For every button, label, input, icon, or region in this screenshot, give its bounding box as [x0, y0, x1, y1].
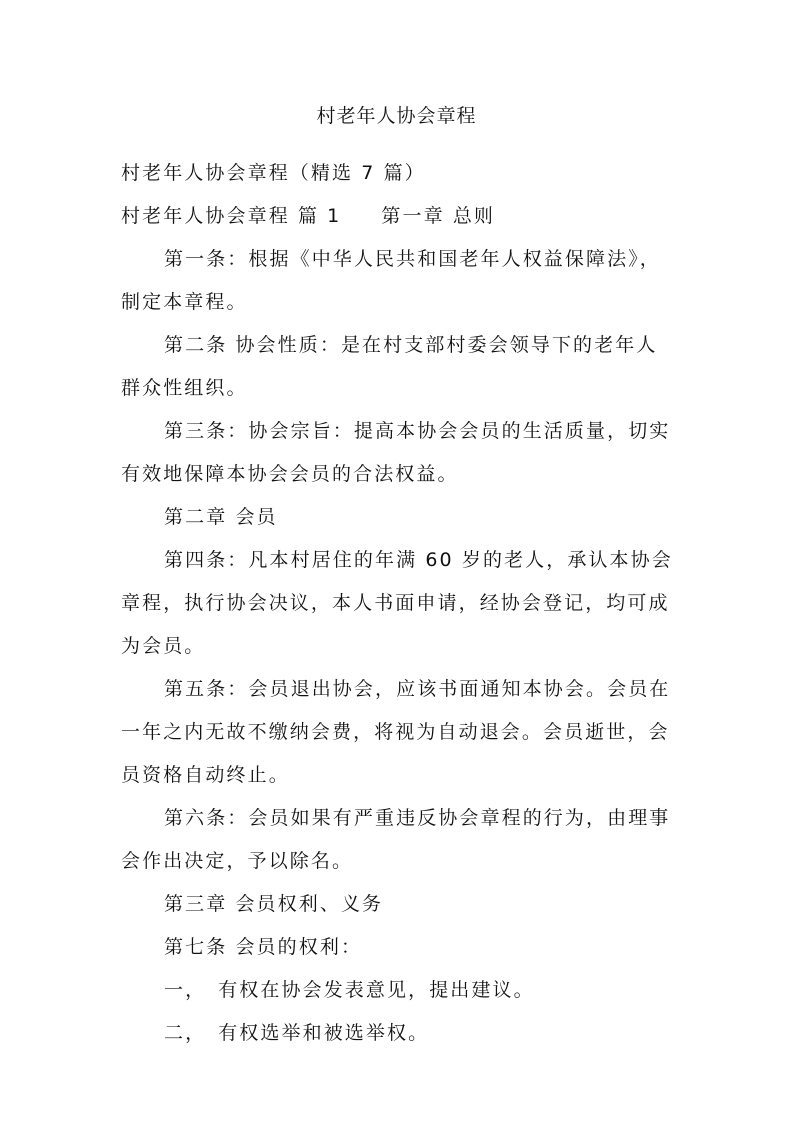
document-title: 村老年人协会章程: [316, 105, 477, 127]
paragraph-line: 有效地保障本协会会员的合法权益。: [121, 463, 459, 485]
paragraph-line: 会作出决定，予以除名。: [121, 850, 354, 872]
paragraph-line: 员资格自动终止。: [121, 764, 290, 786]
list-text: 有权在协会发表意见，提出建议。: [218, 979, 535, 1001]
part-heading: [121, 200, 495, 232]
part-name: 村老年人协会章程 篇 1: [121, 205, 342, 227]
paragraph-line: 一年之内无故不缴纳会费，将视为自动退会。会员逝世，会: [121, 721, 670, 743]
chapter-heading: 第一章 总则: [381, 205, 496, 227]
paragraph-line: 第七条 会员的权利：: [164, 936, 363, 958]
list-marker: 二，: [164, 1022, 207, 1044]
chapter-heading: 第三章 会员权利、义务: [164, 893, 384, 915]
paragraph-line: 为会员。: [121, 635, 206, 657]
paragraph-line: 第三条：协会宗旨：提高本协会会员的生活质量，切实: [164, 420, 671, 442]
paragraph-line: 制定本章程。: [121, 291, 248, 313]
paragraph-line: 第五条：会员退出协会，应该书面通知本协会。会员在: [164, 678, 671, 700]
paragraph-line: 章程，执行协会决议，本人书面申请，经协会登记，均可成: [121, 592, 670, 614]
paragraph-line: 群众性组织。: [121, 377, 248, 399]
paragraph-line: 第六条：会员如果有严重违反协会章程的行为，由理事: [164, 807, 671, 829]
list-text: 有权选举和被选举权。: [218, 1022, 430, 1044]
document-subtitle: 村老年人协会章程（精选 7 篇）: [121, 162, 426, 184]
list-item: [164, 974, 535, 1006]
paragraph-line: 第二条 协会性质：是在村支部村委会领导下的老年人: [164, 334, 658, 356]
chapter-heading: 第二章 会员: [164, 506, 278, 528]
list-item: [164, 1017, 429, 1049]
list-marker: 一，: [164, 979, 207, 1001]
paragraph-line: 第一条：根据《中华人民共和国老年人权益保障法》，: [164, 248, 661, 270]
paragraph-line: 第四条：凡本村居住的年满 60 岁的老人，承认本协会: [164, 549, 673, 571]
